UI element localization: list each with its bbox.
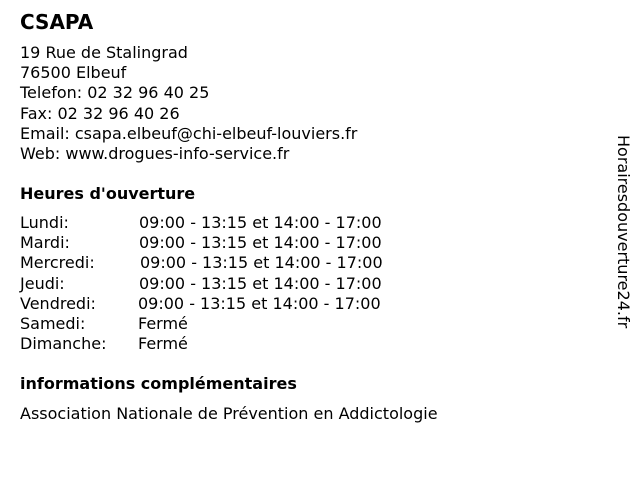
hours-row-wednesday xyxy=(20,253,440,273)
fax-number: Fax: 02 32 96 40 26 xyxy=(20,103,180,123)
time-value: 09:00 - 13:15 et 14:00 - 17:00 xyxy=(140,253,383,273)
website-link[interactable]: Web: www.drogues-info-service.fr xyxy=(20,144,290,164)
day-label: Vendredi: xyxy=(20,293,96,313)
email-address[interactable]: Email: csapa.elbeuf@chi-elbeuf-louviers.fr xyxy=(20,123,358,143)
opening-hours-table xyxy=(20,213,440,354)
day-label: Jeudi: xyxy=(20,273,65,293)
postal-city: 76500 Elbeuf xyxy=(20,63,127,83)
hours-row-friday xyxy=(20,294,440,314)
street-address: 19 Rue de Stalingrad xyxy=(20,43,188,62)
hours-row-tuesday xyxy=(20,233,440,253)
opening-hours-title: Heures d'ouverture xyxy=(20,184,196,203)
hours-row-monday xyxy=(20,213,440,233)
time-value: Fermé xyxy=(138,313,188,333)
additional-info-text: Association Nationale de Prévention en Addictologie xyxy=(20,404,438,423)
time-value: Fermé xyxy=(138,334,188,354)
time-value: 09:00 - 13:15 et 14:00 - 17:00 xyxy=(139,273,382,293)
time-value: 09:00 - 13:15 et 14:00 - 17:00 xyxy=(139,213,382,232)
site-watermark: Horairesdouverture24.fr xyxy=(614,135,633,329)
additional-info-title: informations complémentaires xyxy=(20,374,297,393)
address-block xyxy=(20,43,357,164)
day-label: Lundi: xyxy=(20,213,69,232)
hours-row-thursday xyxy=(20,274,440,294)
hours-row-saturday xyxy=(20,314,440,334)
day-label: Mercredi: xyxy=(20,253,95,273)
page-title: CSAPA xyxy=(20,10,94,34)
phone-number[interactable]: Telefon: 02 32 96 40 25 xyxy=(20,83,210,103)
day-label: Mardi: xyxy=(20,233,70,253)
day-label: Samedi: xyxy=(20,313,86,333)
day-label: Dimanche: xyxy=(20,334,107,354)
time-value: 09:00 - 13:15 et 14:00 - 17:00 xyxy=(138,293,381,313)
hours-row-sunday xyxy=(20,334,440,354)
time-value: 09:00 - 13:15 et 14:00 - 17:00 xyxy=(139,233,382,253)
